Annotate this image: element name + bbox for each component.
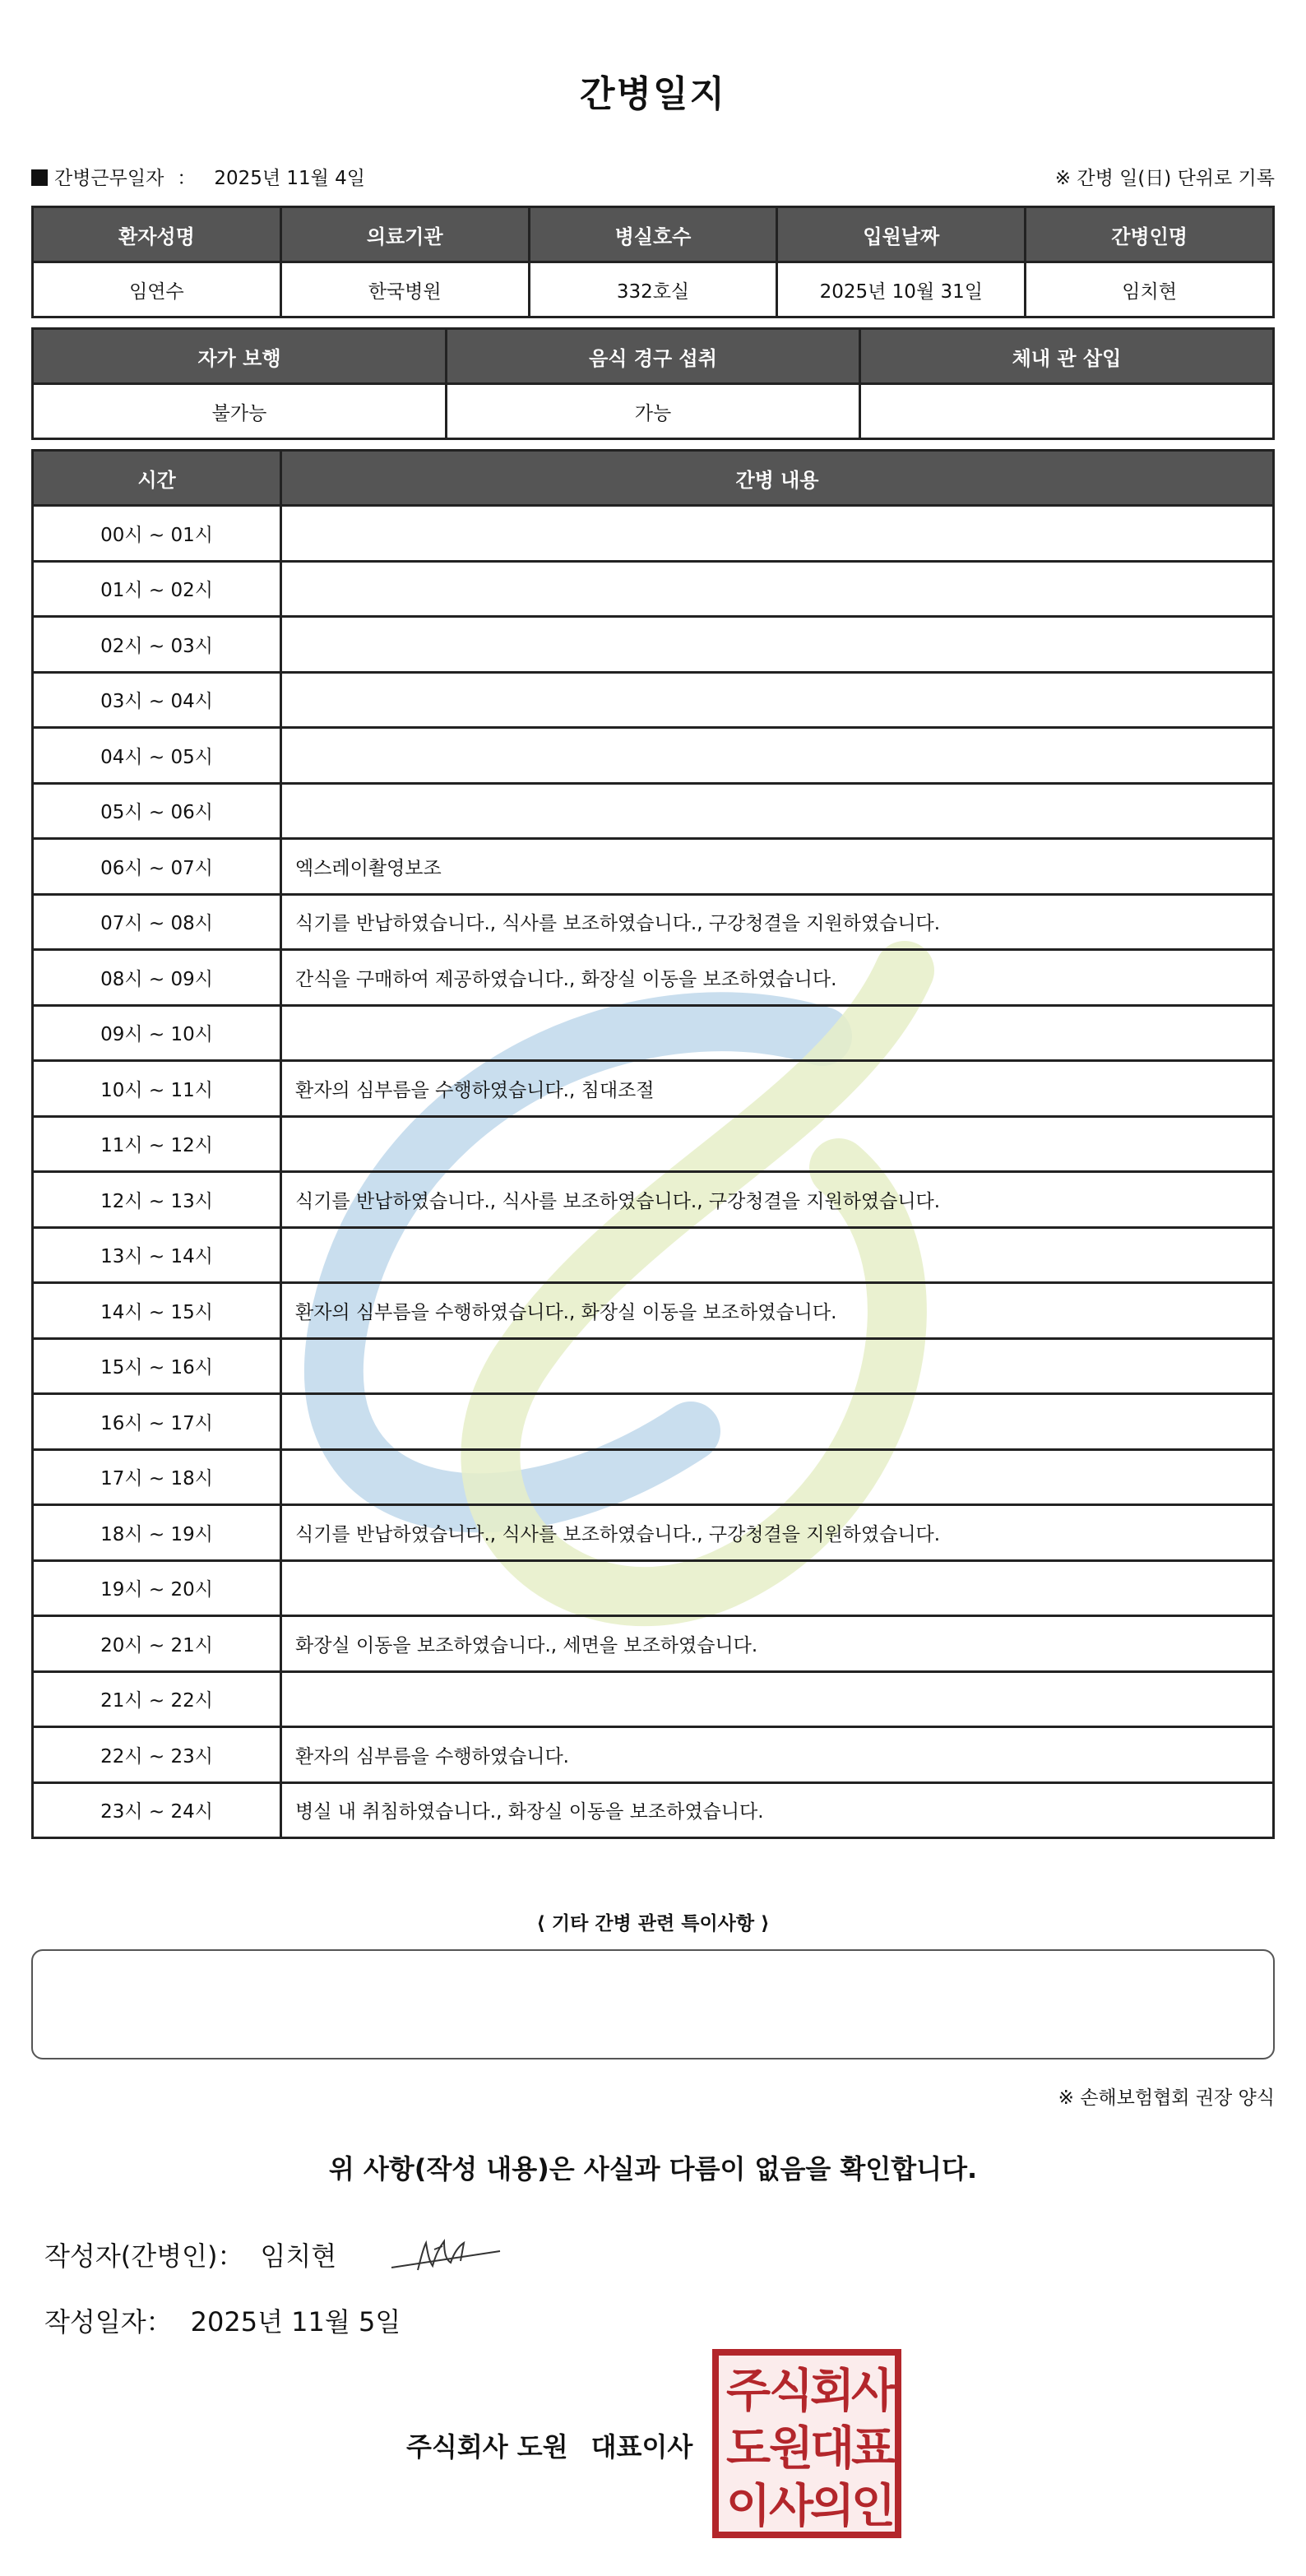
header-caregiver-name: 간병인명	[1026, 207, 1274, 262]
time-slot: 19시 ~ 20시	[33, 1560, 281, 1616]
time-slot: 16시 ~ 17시	[33, 1394, 281, 1450]
svg-text:이: 이	[725, 2480, 771, 2533]
schedule-row	[33, 1116, 1274, 1172]
care-content: 식기를 반납하였습니다., 식사를 보조하였습니다., 구강청결을 지원하였습니다.	[281, 1172, 1274, 1228]
work-date-row	[31, 163, 365, 190]
time-slot: 12시 ~ 13시	[33, 1172, 281, 1228]
header-patient-name: 환자성명	[33, 207, 281, 262]
time-slot: 07시 ~ 08시	[33, 894, 281, 950]
schedule-row	[33, 561, 1274, 617]
time-slot: 17시 ~ 18시	[33, 1449, 281, 1505]
svg-text:회: 회	[809, 2365, 855, 2418]
care-content	[281, 1005, 1274, 1061]
square-bullet-icon	[31, 169, 48, 186]
care-content	[281, 1560, 1274, 1616]
patient-name-value: 임연수	[33, 262, 281, 317]
time-slot: 15시 ~ 16시	[33, 1338, 281, 1394]
patient-info-value-row	[33, 262, 1274, 317]
svg-text:의: 의	[809, 2480, 855, 2533]
remarks-title: ⟨ 기타 간병 관련 특이사항 ⟩	[536, 1913, 770, 1934]
care-content	[281, 1338, 1274, 1394]
tube-insertion-value	[860, 384, 1274, 439]
header-care-content: 간병 내용	[281, 451, 1274, 506]
unit-note: ※ 간병 일(日) 단위로 기록	[1054, 168, 1275, 189]
medical-institution-value: 한국병원	[280, 262, 529, 317]
header-room-number: 병실호수	[529, 207, 777, 262]
schedule-row	[33, 617, 1274, 673]
svg-text:표: 표	[850, 2422, 896, 2476]
svg-text:식: 식	[768, 2365, 814, 2418]
care-content: 환자의 심부름을 수행하였습니다., 화장실 이동을 보조하였습니다.	[281, 1283, 1274, 1339]
schedule-row	[33, 950, 1274, 1006]
svg-text:사: 사	[768, 2480, 814, 2533]
work-date-label: 간병근무일자	[54, 168, 164, 189]
care-status-value-row	[33, 384, 1274, 439]
care-content	[281, 506, 1274, 562]
schedule-row	[33, 1283, 1274, 1339]
company-row	[406, 2426, 692, 2464]
hourly-care-table	[31, 449, 1275, 1839]
svg-text:원: 원	[768, 2422, 814, 2476]
room-number-value: 332호실	[529, 262, 777, 317]
schedule-row	[33, 1727, 1274, 1783]
schedule-body	[33, 506, 1274, 1838]
care-content	[281, 1671, 1274, 1727]
caregiver-name-value: 임치현	[1026, 262, 1274, 317]
care-content: 엑스레이촬영보조	[281, 839, 1274, 895]
care-content	[281, 1116, 1274, 1172]
schedule-row	[33, 672, 1274, 728]
care-content: 식기를 반납하였습니다., 식사를 보조하였습니다., 구강청결을 지원하였습니다.	[281, 894, 1274, 950]
svg-text:주: 주	[725, 2365, 771, 2418]
svg-text:사: 사	[850, 2365, 896, 2418]
schedule-row	[33, 1061, 1274, 1117]
care-content	[281, 617, 1274, 673]
schedule-row	[33, 728, 1274, 784]
schedule-row	[33, 1616, 1274, 1672]
schedule-header-row	[33, 451, 1274, 506]
schedule-row	[33, 839, 1274, 895]
header-admission-date: 입원날짜	[777, 207, 1026, 262]
schedule-row	[33, 1338, 1274, 1394]
care-status-header-row	[33, 329, 1274, 384]
care-content	[281, 1449, 1274, 1505]
schedule-row	[33, 894, 1274, 950]
header-medical-institution: 의료기관	[280, 207, 529, 262]
schedule-row	[33, 1560, 1274, 1616]
care-content: 화장실 이동을 보조하였습니다., 세면을 보조하였습니다.	[281, 1616, 1274, 1672]
header-self-walking: 자가 보행	[33, 329, 447, 384]
care-content	[281, 783, 1274, 839]
care-content	[281, 561, 1274, 617]
schedule-row	[33, 783, 1274, 839]
care-content	[281, 1394, 1274, 1450]
remarks-box	[31, 1949, 1275, 2059]
written-date-value: 2025년 11월 5일	[190, 2306, 401, 2337]
work-date-colon: ：	[177, 168, 197, 189]
writer-row	[44, 2235, 336, 2273]
company-seal	[712, 2349, 901, 2538]
schedule-row	[33, 1671, 1274, 1727]
care-content	[281, 672, 1274, 728]
representative-title: 대표이사	[590, 2431, 693, 2462]
time-slot: 08시 ~ 09시	[33, 950, 281, 1006]
oral-intake-value: 가능	[447, 384, 860, 439]
time-slot: 14시 ~ 15시	[33, 1283, 281, 1339]
recommend-note: ※ 손해보험협회 권장 양식	[1058, 2087, 1275, 2109]
schedule-row	[33, 1505, 1274, 1561]
patient-info-header-row	[33, 207, 1274, 262]
work-date-value: 2025년 11월 4일	[214, 168, 366, 189]
care-content: 식기를 반납하였습니다., 식사를 보조하였습니다., 구강청결을 지원하였습니다.	[281, 1505, 1274, 1561]
writer-name: 임치현	[260, 2240, 337, 2272]
time-slot: 13시 ~ 14시	[33, 1227, 281, 1283]
schedule-row	[33, 1449, 1274, 1505]
svg-text:대: 대	[809, 2422, 855, 2476]
header-oral-intake: 음식 경구 섭취	[447, 329, 860, 384]
care-status-table	[31, 327, 1275, 440]
time-slot: 11시 ~ 12시	[33, 1116, 281, 1172]
time-slot: 03시 ~ 04시	[33, 672, 281, 728]
svg-text:도: 도	[725, 2422, 771, 2476]
written-date-label: 작성일자：	[44, 2306, 173, 2337]
handwritten-signature	[385, 2225, 508, 2282]
schedule-row	[33, 1227, 1274, 1283]
confirmation-statement: 위 사항(작성 내용)은 사실과 다름이 없음을 확인합니다.	[328, 2153, 978, 2185]
writer-label: 작성자(간병인)：	[44, 2240, 244, 2272]
schedule-row	[33, 1005, 1274, 1061]
time-slot: 06시 ~ 07시	[33, 839, 281, 895]
time-slot: 02시 ~ 03시	[33, 617, 281, 673]
time-slot: 05시 ~ 06시	[33, 783, 281, 839]
time-slot: 21시 ~ 22시	[33, 1671, 281, 1727]
page-title: 간병일지	[579, 73, 726, 115]
svg-text:인: 인	[850, 2480, 896, 2533]
patient-info-table	[31, 206, 1275, 318]
time-slot: 18시 ~ 19시	[33, 1505, 281, 1561]
schedule-row	[33, 1394, 1274, 1450]
care-content: 환자의 심부름을 수행하였습니다.	[281, 1727, 1274, 1783]
care-content	[281, 728, 1274, 784]
written-date-row	[44, 2301, 401, 2339]
time-slot: 10시 ~ 11시	[33, 1061, 281, 1117]
time-slot: 20시 ~ 21시	[33, 1616, 281, 1672]
header-tube-insertion: 체내 관 삽입	[860, 329, 1274, 384]
self-walking-value: 불가능	[33, 384, 447, 439]
care-content	[281, 1227, 1274, 1283]
time-slot: 22시 ~ 23시	[33, 1727, 281, 1783]
schedule-row	[33, 1172, 1274, 1228]
schedule-row	[33, 1782, 1274, 1838]
care-content: 병실 내 취침하였습니다., 화장실 이동을 보조하였습니다.	[281, 1782, 1274, 1838]
admission-date-value: 2025년 10월 31일	[777, 262, 1026, 317]
time-slot: 09시 ~ 10시	[33, 1005, 281, 1061]
time-slot: 23시 ~ 24시	[33, 1782, 281, 1838]
care-content: 간식을 구매하여 제공하였습니다., 화장실 이동을 보조하였습니다.	[281, 950, 1274, 1006]
time-slot: 01시 ~ 02시	[33, 561, 281, 617]
care-content: 환자의 심부름을 수행하였습니다., 침대조절	[281, 1061, 1274, 1117]
time-slot: 00시 ~ 01시	[33, 506, 281, 562]
header-time: 시간	[33, 451, 281, 506]
schedule-row	[33, 506, 1274, 562]
time-slot: 04시 ~ 05시	[33, 728, 281, 784]
company-name: 주식회사 도원	[406, 2431, 568, 2462]
